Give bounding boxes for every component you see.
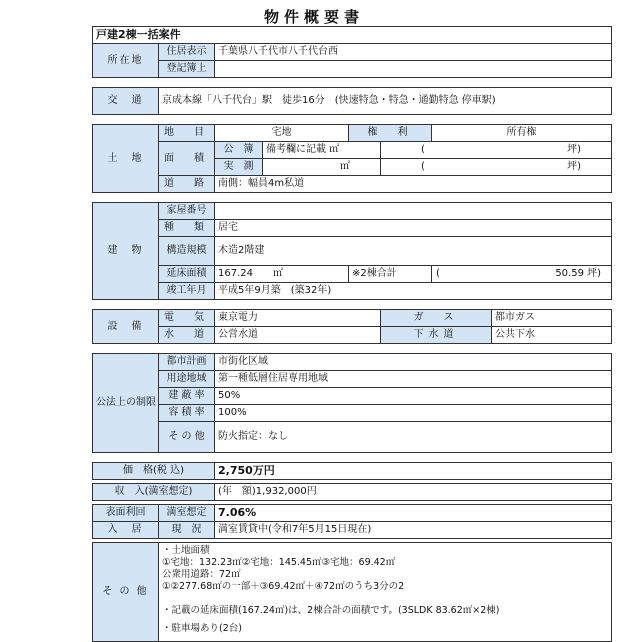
bcr-label: 建 蔽 率: [159, 388, 215, 405]
land-kobo-label: 公 簿: [215, 142, 263, 159]
remark-line: ・記載の延床面積(167.24㎡)は、2棟合計の面積です。(3SLDK 83.62㎡×2棟): [162, 605, 500, 616]
land-kobo-value: 備考欄に記載 ㎡: [263, 142, 381, 159]
transport-value: 京成本線「八千代台」駅 徒歩16分 (快速特急・特急・通勤特急 停車駅): [159, 88, 612, 115]
occupancy-row: [93, 522, 612, 539]
facility-row-2: [93, 327, 612, 344]
occupancy-label: 入 居: [93, 522, 159, 539]
floor-area-note: ※2棟合計: [349, 266, 432, 283]
remarks-label: そ の 他: [93, 543, 159, 642]
remarks-content: [159, 543, 612, 642]
property-name: 戸建2棟一括案件: [93, 27, 612, 44]
land-rights-value: 所有権: [432, 125, 612, 142]
building-structure-row: [93, 237, 612, 266]
land-category-row: [93, 125, 612, 142]
land-jissoku-label: 実 測: [215, 159, 263, 176]
income-row: [93, 484, 612, 501]
city-plan-value: 市街化区域: [215, 354, 612, 371]
floor-area-label: 延床面積: [159, 266, 215, 283]
yield-row: [93, 505, 612, 522]
location-section-label: 所在地: [93, 44, 159, 78]
land-kobo-tsubo-close: 坪): [567, 144, 582, 155]
regulation-other-label: そ の 他: [159, 422, 215, 453]
building-houseno-row: [93, 203, 612, 220]
far-row: [93, 405, 612, 422]
facilities-section-label: 設 備: [93, 310, 159, 344]
house-no-value: [215, 203, 612, 220]
structure-label: 構造規模: [159, 237, 215, 266]
floor-area-tsubo-open: (: [436, 268, 440, 279]
regulation-other-row: [93, 422, 612, 453]
document-title: 物件概要書: [263, 8, 364, 26]
land-category-value: 宅地: [215, 125, 349, 142]
city-plan-row: [93, 354, 612, 371]
building-type-value: 居宅: [215, 220, 612, 237]
address-value: 千葉県八千代市八千代台西: [215, 44, 612, 61]
building-type-label: 種 類: [159, 220, 215, 237]
land-jissoku-tsubo: [381, 159, 612, 176]
registry-value: [215, 61, 612, 78]
land-road-value: 南側：幅員4m私道: [215, 176, 612, 193]
built-value: 平成5年9月築 (築32年): [215, 283, 612, 300]
sewer-label: 下水道: [381, 327, 492, 344]
gas-label: ガ ス: [381, 310, 492, 327]
zoning-row: [93, 371, 612, 388]
building-built-row: [93, 283, 612, 300]
price-label: 価 格(税 込): [93, 463, 215, 480]
electric-value: 東京電力: [215, 310, 381, 327]
land-road-label: 道 路: [159, 176, 215, 193]
floor-area-tsubo: [432, 266, 612, 283]
house-no-label: 家屋番号: [159, 203, 215, 220]
building-section-label: 建 物: [93, 203, 159, 300]
yield-value: 7.06%: [215, 505, 612, 522]
structure-value: 木造2階建: [215, 237, 612, 266]
water-label: 水 道: [159, 327, 215, 344]
remark-line: ・駐車場あり(2台): [162, 623, 242, 634]
electric-label: 電 気: [159, 310, 215, 327]
remark-line: 公衆用道路：72㎡: [162, 569, 241, 580]
land-kobo-tsubo: [381, 142, 612, 159]
property-summary-table: [92, 26, 612, 642]
land-jissoku-tsubo-close: 坪): [567, 161, 582, 172]
land-area-label: 面 積: [159, 142, 215, 176]
land-road-row: [93, 176, 612, 193]
remark-line: ①宅地：132.23㎡②宅地：145.45㎡③宅地：69.42㎡: [162, 557, 396, 568]
sewer-value: 公共下水: [492, 327, 612, 344]
facility-row-1: [93, 310, 612, 327]
floor-area-tsubo-close: 50.59 坪): [555, 268, 602, 279]
income-label: 収 入(満室想定): [93, 484, 215, 501]
occupancy-value: 満室賃貸中(令和7年5月15日現在): [215, 522, 612, 539]
registry-label: 登記簿上: [159, 61, 215, 78]
building-type-row: [93, 220, 612, 237]
built-label: 竣工年月: [159, 283, 215, 300]
building-floor-row: [93, 266, 612, 283]
land-jissoku-value: ㎡: [263, 159, 381, 176]
location-row: [93, 44, 612, 61]
transport-section-label: 交 通: [93, 88, 159, 115]
remark-line: ・土地面積: [162, 545, 210, 556]
bcr-row: [93, 388, 612, 405]
remark-line: ①②277.68㎡の一部＋③69.42㎡＋④72㎡のうち3分の2: [162, 581, 405, 592]
property-name-row: [93, 27, 612, 44]
water-value: 公営水道: [215, 327, 381, 344]
remarks-row: [93, 543, 612, 642]
price-row: [93, 463, 612, 480]
gas-value: 都市ガス: [492, 310, 612, 327]
bcr-value: 50%: [215, 388, 612, 405]
zoning-value: 第一種低層住居専用地域: [215, 371, 612, 388]
land-jissoku-tsubo-open: (: [421, 161, 425, 172]
transport-row: [93, 88, 612, 115]
land-kobo-tsubo-open: (: [421, 144, 425, 155]
regulation-other-value: 防火指定：なし: [215, 422, 612, 453]
regulations-section-label: 公法上の制限: [93, 354, 159, 453]
price-value: 2,750万円: [215, 463, 612, 480]
yield-label: 表面利回: [93, 505, 159, 522]
land-rights-label: 権 利: [349, 125, 432, 142]
far-value: 100%: [215, 405, 612, 422]
land-section-label: 土 地: [93, 125, 159, 193]
occupancy-sub-label: 現 況: [159, 522, 215, 539]
city-plan-label: 都市計画: [159, 354, 215, 371]
registry-row: [93, 61, 612, 78]
yield-sub-label: 満室想定: [159, 505, 215, 522]
zoning-label: 用途地域: [159, 371, 215, 388]
floor-area-value: 167.24 ㎡: [215, 266, 349, 283]
far-label: 容 積 率: [159, 405, 215, 422]
address-label: 住居表示: [159, 44, 215, 61]
land-kobo-row: [93, 142, 612, 159]
land-category-label: 地 目: [159, 125, 215, 142]
income-value: (年 額)1,932,000円: [215, 484, 612, 501]
